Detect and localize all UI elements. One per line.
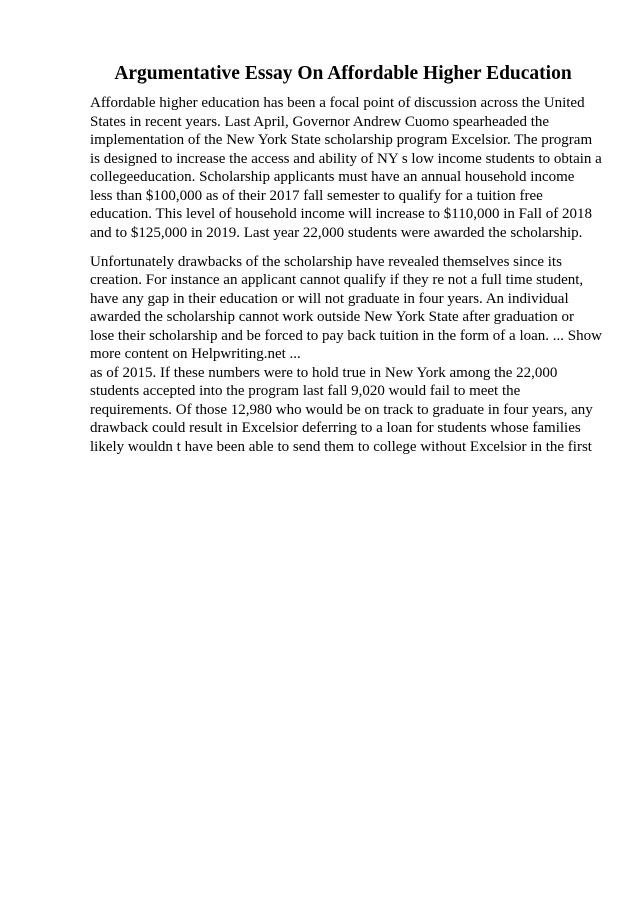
document-body (90, 94, 610, 456)
document-title: Argumentative Essay On Affordable Higher Education (114, 63, 572, 84)
paragraph-2 (90, 253, 610, 457)
text-line: implementation of the New York State scholarship program Excelsior. The program (90, 132, 593, 148)
text-line: awarded the scholarship cannot work outside New York State after graduation or (90, 309, 575, 325)
text-line: have any gap in their education or will not graduate in four years. An individual (90, 290, 569, 307)
text-line: drawback could result in Excelsior deferring to a loan for students whose families (90, 420, 581, 436)
text-line: and to $125,000 in 2019. Last year 22,000 students were awarded the scholarship. (90, 224, 583, 241)
text-line: likely wouldn t have been able to send them to college without Excelsior in the first (90, 438, 592, 455)
text-line: creation. For instance an applicant cannot qualify if they re not a full time student, (90, 272, 584, 288)
text-line: as of 2015. If these numbers were to hold true in New York among the 22,000 (90, 364, 558, 381)
text-line: students accepted into the program last fall 9,020 would fail to meet the (90, 383, 521, 399)
paragraph-spacer (90, 242, 610, 253)
text-line: Affordable higher education has been a focal point of discussion across the United (90, 95, 585, 111)
text-line: requirements. Of those 12,980 who would be on track to graduate in four years, any (90, 401, 593, 418)
text-line: is designed to increase the access and ability of NY s low income students to obtain a (90, 150, 602, 167)
text-line: collegeeducation. Scholarship applicants must have an annual household income (90, 169, 575, 185)
text-line: less than $100,000 as of their 2017 fall semester to qualify for a tuition free (90, 187, 543, 204)
text-line: more content on Helpwriting.net ... (90, 346, 301, 362)
paragraph-1 (90, 94, 610, 242)
text-line: Unfortunately drawbacks of the scholarship have revealed themselves since its (90, 253, 562, 270)
text-line: States in recent years. Last April, Governor Andrew Cuomo spearheaded the (90, 113, 550, 130)
text-line: education. This level of household income will increase to $110,000 in Fall of 2018 (90, 206, 592, 222)
text-line: lose their scholarship and be forced to pay back tuition in the form of a loan. ... Show (90, 327, 602, 344)
